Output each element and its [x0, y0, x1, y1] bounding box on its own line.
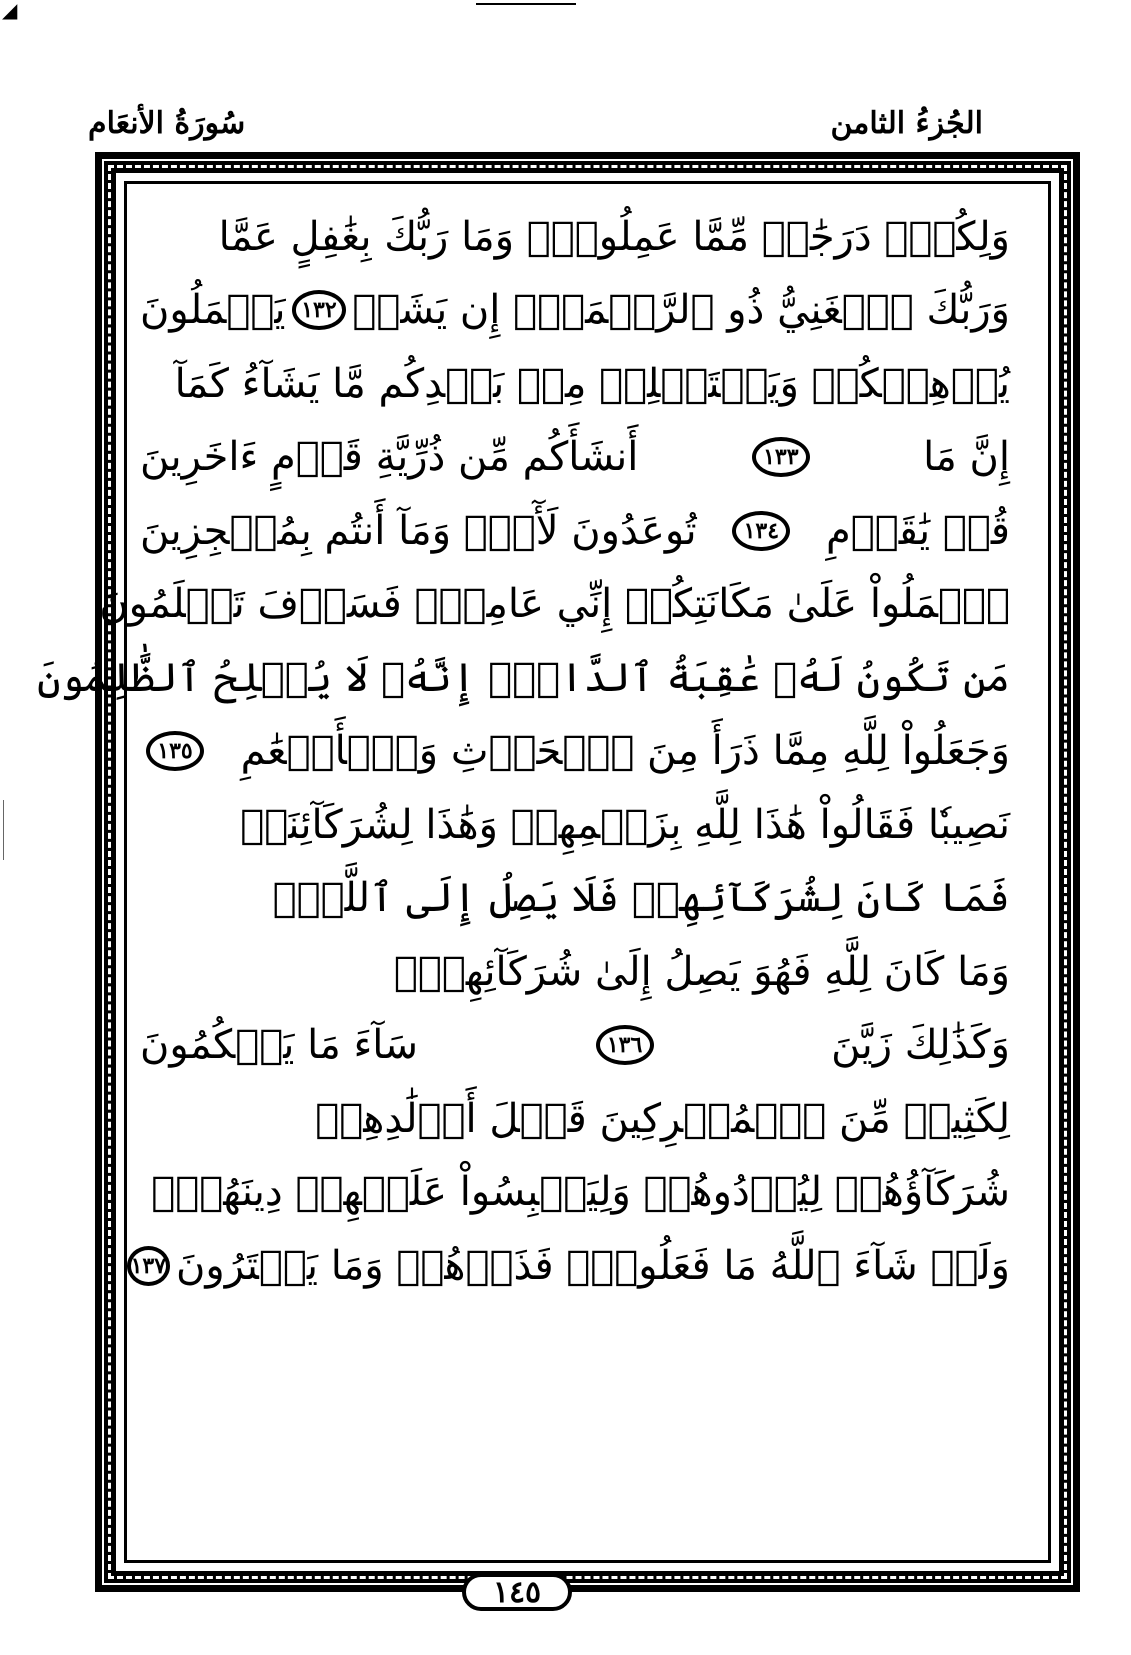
verse-line — [140, 1009, 1010, 1083]
verse-line — [140, 200, 1010, 274]
verse-line — [140, 274, 1010, 348]
ayah-number-marker: ١٣٤ — [732, 511, 790, 551]
verse-line — [140, 788, 1010, 862]
verse-text: لِكَثِيرٖ مِّنَ ٱلۡمُشۡرِكِينَ قَتۡلَ أَوۡلَٰدِهِمۡ — [315, 1095, 1010, 1142]
verse-text: أَنشَأَكُم مِّن ذُرِّيَّةِ قَوۡمٍ ءَاخَرِينَ — [140, 434, 639, 481]
scan-edge — [3, 800, 4, 860]
verse-line — [140, 347, 1010, 421]
verse-text: نَصِيبٗا فَقَالُواْ هَٰذَا لِلَّهِ بِزَعۡمِهِمۡ وَهَٰذَا لِشُرَكَآئِنَاۖ — [240, 801, 1010, 848]
ayah-number-marker: ١٣٧ — [127, 1246, 170, 1286]
verse-text: إِنَّ مَا — [923, 434, 1010, 481]
verse-line — [99, 568, 1010, 642]
ayah-number-marker: ١٣٥ — [146, 731, 204, 771]
verse-line — [130, 1229, 1010, 1303]
verse-text: وَجَعَلُواْ لِلَّهِ مِمَّا ذَرَأَ مِنَ ٱلۡحَرۡثِ وَٱلۡأَنۡعَٰمِ — [240, 728, 1010, 775]
verse-text: يُذۡهِبۡكُمۡ وَيَسۡتَخۡلِفۡ مِنۢ بَعۡدِكُم مَّا يَشَآءُ كَمَآ — [174, 360, 1010, 407]
verse-text-block — [37, 200, 1010, 1303]
verse-line — [140, 1156, 1010, 1230]
verse-text: ٱعۡمَلُواْ عَلَىٰ مَكَانَتِكُمۡ إِنِّي عَامِلٞۖ فَسَوۡفَ تَعۡلَمُونَ — [99, 581, 1010, 628]
corner-mark: ◢ — [2, 0, 18, 22]
verse-text: قُلۡ يَٰقَوۡمِ — [826, 507, 1010, 554]
page-number: ١٤٥ — [462, 1573, 572, 1611]
verse-line — [37, 641, 1010, 715]
verse-text: سَآءَ مَا يَحۡكُمُونَ — [140, 1022, 418, 1069]
verse-text: فَمَا كَانَ لِشُرَكَآئِهِمۡ فَلَا يَصِلُ إِلَى ٱللَّهِۖ — [272, 875, 1010, 922]
verse-text: وَمَا كَانَ لِلَّهِ فَهُوَ يَصِلُ إِلَىٰ شُرَكَآئِهِمۡۗ — [393, 948, 1010, 995]
juz-title: الجُزءُ الثامن — [830, 106, 983, 141]
verse-text: وَلِكُلّٖ دَرَجَٰتٞ مِّمَّا عَمِلُواْۚ وَمَا رَبُّكَ بِغَٰفِلٍ عَمَّا — [218, 213, 1010, 260]
verse-text: وَرَبُّكَ ٱلۡغَنِيُّ ذُو ٱلرَّحۡمَةِۚ إِن يَشَأۡ — [352, 287, 1010, 334]
verse-line — [140, 862, 1010, 936]
ayah-number-marker: ١٣٢ — [292, 290, 347, 330]
surah-title: سُورَةُ الأنعَام — [88, 106, 246, 141]
ayah-number-marker: ١٣٦ — [596, 1025, 654, 1065]
verse-line — [140, 1082, 1010, 1156]
ayah-number-marker: ١٣٣ — [752, 437, 810, 477]
top-rule — [476, 3, 576, 5]
verse-text: تُوعَدُونَ لَأٓتٖۖ وَمَآ أَنتُم بِمُعۡجِزِينَ — [140, 507, 697, 554]
verse-text: وَلَوۡ شَآءَ ٱللَّهُ مَا فَعَلُوهُۖ فَذَرۡهُمۡ وَمَا يَفۡتَرُونَ — [176, 1242, 1010, 1289]
verse-line — [140, 494, 1010, 568]
verse-text: شُرَكَآؤُهُمۡ لِيُرۡدُوهُمۡ وَلِيَلۡبِسُواْ عَلَيۡهِمۡ دِينَهُمۡۖ — [151, 1169, 1010, 1216]
verse-text: يَعۡمَلُونَ — [140, 287, 286, 334]
verse-text: مَن تَكُونُ لَهُۥ عَٰقِبَةُ ٱلدَّارِۚ إِنَّهُۥ لَا يُفۡلِحُ ٱلظَّٰلِمُونَ — [37, 654, 1010, 701]
verse-text: وَكَذَٰلِكَ زَيَّنَ — [831, 1022, 1010, 1069]
verse-line — [140, 715, 1010, 789]
verse-line — [140, 935, 1010, 1009]
verse-line — [140, 421, 1010, 495]
